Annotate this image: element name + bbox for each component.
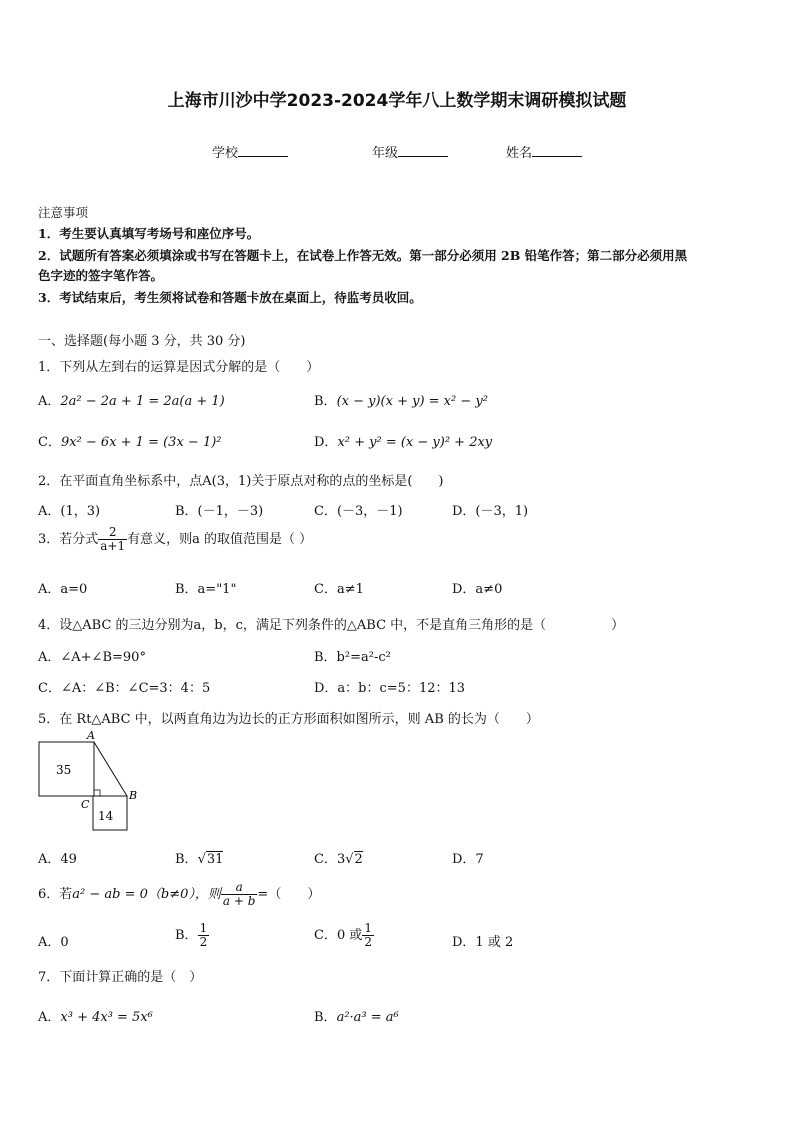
q2-option-a[interactable]: A．(1，3) [38,504,101,519]
q3-option-c[interactable]: C．a≠1 [314,582,364,597]
note-item: 色字迹的签字笔作答。 [38,268,164,283]
question-5-stem: 5．在 Rt△ABC 中，以两直角边为边长的正方形面积如图所示，则 AB 的长为（ ） [38,712,539,727]
fraction: $\frac{2}{a+1}$ [100,525,126,554]
note-item: 1．考生要认真填写考场号和座位序号。 [38,226,260,241]
school-field [212,142,288,161]
fraction: $\frac{a}{a + b}$ [222,880,256,909]
q3-option-d[interactable]: D．a≠0 [452,582,503,597]
note-item: 3．考试结束后，考生须将试卷和答题卡放在桌面上，待监考员收回。 [38,290,422,305]
q6-option-b[interactable]: B． $\frac{1}{2}$ [175,921,208,950]
q4-option-c[interactable]: C．∠A：∠B：∠C=3：4：5 [38,681,211,696]
q2-option-b[interactable]: B．(－1，－3) [175,504,264,519]
q4-option-a[interactable]: A．∠A+∠B=90° [38,650,146,665]
grade-label: 年级 [372,146,399,161]
question-7-stem: 7．下面计算正确的是（ ） [38,970,203,985]
small-square-area: 14 [98,809,114,823]
q4-option-d[interactable]: D．a：b：c=5：12：13 [314,681,466,696]
q5-option-c[interactable]: C．3√2 [314,852,363,867]
name-field [506,142,582,161]
section-heading: 一、选择题(每小题 3 分，共 30 分) [38,334,246,349]
question-3-stem: 3．若分式 $\frac{2}{a+1}$ 有意义，则a 的取值范围是（ ） [38,525,313,554]
q3-option-b[interactable]: B．a="1" [175,582,237,597]
question-4-stem: 4．设△ABC 的三边分别为a，b，c，满足下列条件的△ABC 中，不是直角三角形的是（ ） [38,618,625,633]
vertex-c-label: C [81,798,90,811]
q6-option-a[interactable]: A．0 [38,935,69,950]
q1-option-c[interactable]: C．9x² − 6x + 1 = (3x − 1)² [38,435,222,450]
q7-option-a[interactable]: A．x³ + 4x³ = 5x⁶ [38,1010,153,1025]
question-1-stem: 1．下列从左到右的运算是因式分解的是（ ） [38,360,320,375]
q1-option-d[interactable]: D．x² + y² = (x − y)² + 2xy [314,435,493,450]
q6-option-d[interactable]: D．1 或 2 [452,935,514,950]
q5-option-a[interactable]: A．49 [38,852,77,867]
school-label: 学校 [212,146,239,161]
q2-option-c[interactable]: C．(－3，－1) [314,504,403,519]
grade-field [372,142,448,161]
name-label: 姓名 [506,146,533,161]
grade-blank[interactable] [398,144,448,157]
vertex-b-label: B [129,789,138,802]
q3-option-a[interactable]: A．a=0 [38,582,88,597]
page-title: 上海市川沙中学2023-2024学年八上数学期末调研模拟试题 [167,91,627,111]
question-2-stem: 2．在平面直角坐标系中，点A(3，1)关于原点对称的点的坐标是( ) [38,474,444,489]
school-blank[interactable] [238,144,288,157]
q1-option-b[interactable]: B．(x − y)(x + y) = x² − y² [314,394,488,409]
vertex-a-label: A [87,729,95,742]
notes-heading: 注意事项 [38,205,89,220]
q5-option-b[interactable]: B．√31 [175,852,224,867]
note-item: 2．试题所有答案必须填涂或书写在答题卡上，在试卷上作答无效。第一部分必须用 2B 铅笔作答；第二部分必须用黑 [38,248,688,263]
big-square-area: 35 [56,763,72,777]
q6-option-c[interactable]: C．0 或 $\frac{1}{2}$ [314,921,372,950]
question-6-stem: 6．若a² − ab = 0（b≠0），则 $\frac{a}{a + b}$ =（ ） [38,880,321,909]
q5-option-d[interactable]: D．7 [452,852,484,867]
q2-option-d[interactable]: D．(－3，1) [452,504,529,519]
squares-figure [34,728,144,834]
q7-option-b[interactable]: B．a²·a³ = a⁶ [314,1010,399,1025]
q1-option-a[interactable]: A．2a² − 2a + 1 = 2a(a + 1) [38,394,225,409]
name-blank[interactable] [532,144,582,157]
q4-option-b[interactable]: B．b²=a²-c² [314,650,391,665]
